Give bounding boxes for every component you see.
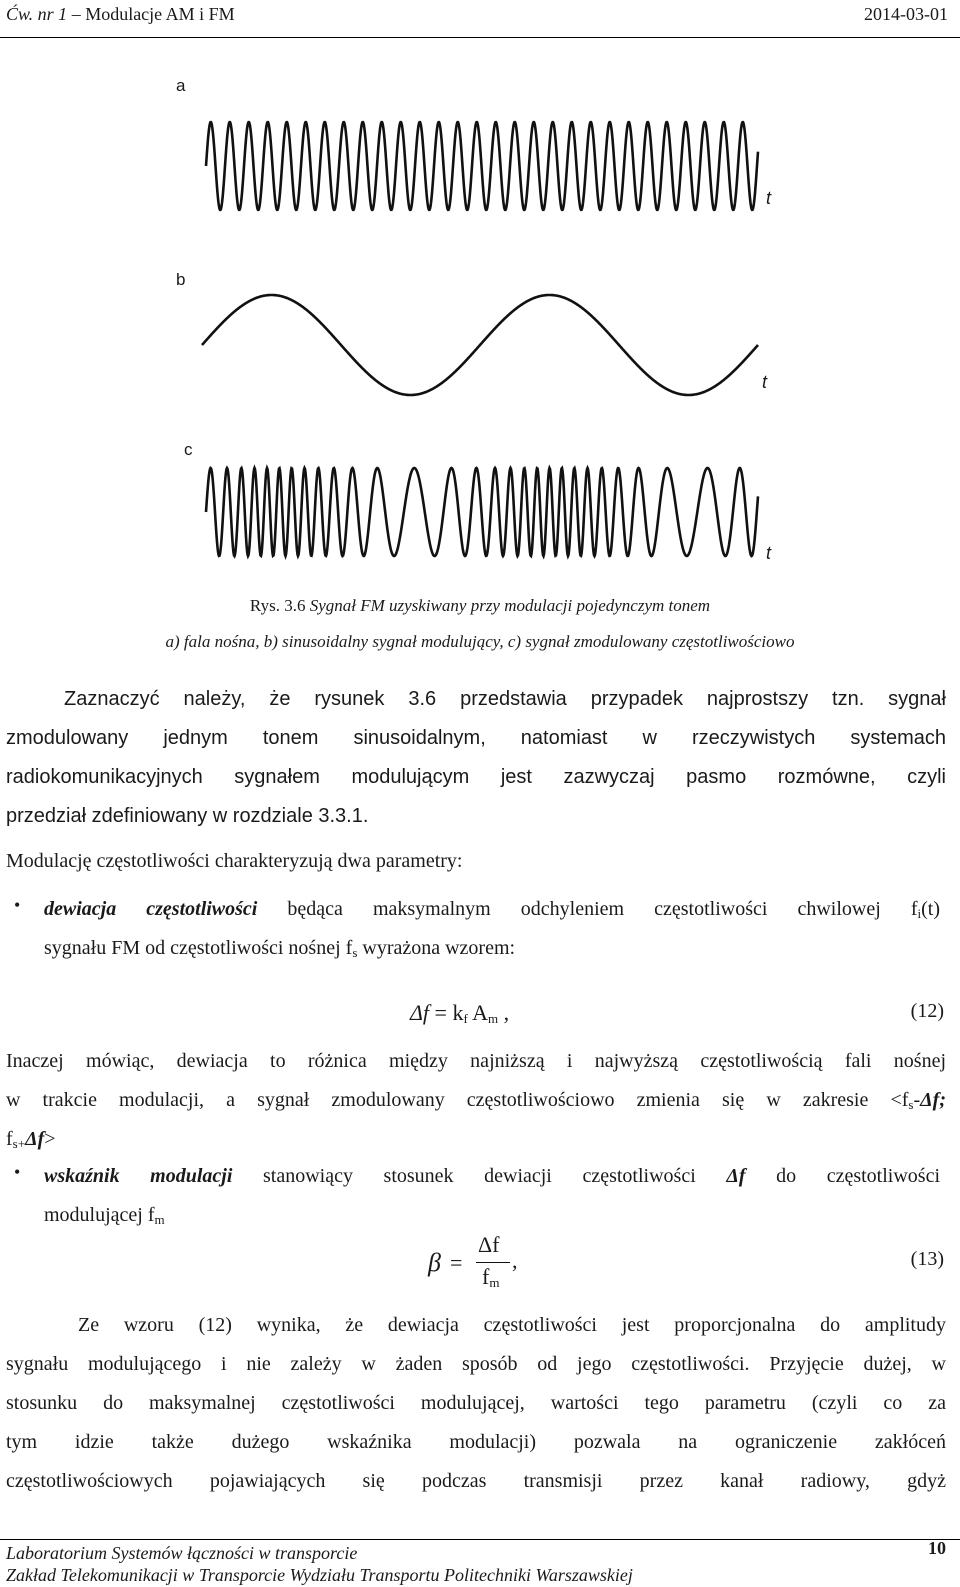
bullet-marker: • [14, 895, 21, 915]
paragraph-line: zmodulowany jednym tonem sinusoidalnym, natomiast w rzeczywistych systemach [6, 727, 946, 749]
eq-denominator [482, 1264, 499, 1291]
bullet-text: będąca maksymalnym odchyleniem częstotliwości chwilowej f [257, 898, 918, 920]
eq-punct: , [498, 1000, 510, 1025]
bullet-deviation [44, 890, 940, 970]
page-number: 10 [928, 1538, 946, 1558]
bullet-text: (t) [921, 898, 940, 920]
delta-f-symbol: Δf; [920, 1089, 946, 1111]
paragraph-line: częstotliwościowych pojawiających się podczas transmisji przez kanał radiowy, gdyż [6, 1470, 946, 1492]
subscript: m [489, 1275, 500, 1290]
figure-label-a: a [176, 76, 186, 95]
eq-operator: = [450, 1250, 463, 1275]
fm-signal-figure [0, 0, 960, 600]
eq-symbol: Δf [410, 1000, 430, 1025]
exercise-title: – Modulacje AM i FM [67, 4, 235, 24]
bullet-text: modulującej f [44, 1204, 155, 1226]
subscript: i [917, 906, 922, 921]
caption-title: Sygnał FM uzyskiwany przy modulacji pojedynczym tonem [309, 596, 711, 615]
equation-number-13: (13) [910, 1248, 944, 1270]
caption-description: a) fala nośna, b) sinusoidalny sygnał modulujący, c) sygnał zmodulowany częstotliwościowo [165, 632, 795, 651]
paragraph-line: sygnału modulującego i nie zależy w żaden sposób od jego częstotliwości. Przyjęcie dużej, w [6, 1353, 946, 1375]
bullet-text: stanowiący stosunek dewiacji częstotliwości [232, 1165, 727, 1187]
footer-lab-name: Laboratorium Systemów łączności w transporcie [6, 1543, 358, 1563]
paragraph-line: Ze wzoru (12) wynika, że dewiacja częstotliwości jest proporcjonalna do amplitudy [78, 1314, 946, 1336]
axis-label-t-b: t [762, 372, 768, 392]
figure-label-c: c [184, 440, 193, 459]
paragraph-text: f [6, 1128, 13, 1150]
bullet-line [44, 890, 940, 933]
footer-department: Zakład Telekomunikacji w Transporcie Wydziału Transportu Politechniki Warszawskiej [6, 1565, 633, 1585]
fraction-bar [476, 1262, 510, 1263]
subscript: s [352, 945, 358, 960]
bullet-line [44, 1157, 940, 1196]
paragraph-line: tym idzie także dużego wskaźnika modulacji) pozwala na ograniczenie zakłóceń [6, 1431, 946, 1453]
equation-number-12: (12) [910, 1000, 944, 1022]
axis-label-t-a: t [766, 188, 772, 208]
paragraph-line [6, 1081, 946, 1124]
paragraph-text: w trakcie modulacji, a sygnał zmodulowany częstotliwościowo zmienia się w zakresie <f [6, 1089, 909, 1111]
paragraph-line: stosunku do maksymalnej częstotliwości modulującej, wartości tego parametru (czyli co za [6, 1392, 946, 1414]
paragraph-line: radiokomunikacyjnych sygnałem modulującym jest zazwyczaj pasmo rozmówne, czyli [6, 766, 946, 788]
bullet-line [44, 929, 940, 972]
term-modulation-index: wskaźnik modulacji [44, 1165, 233, 1187]
bullet-modulation-index [44, 1157, 940, 1237]
paragraph-line: Inaczej mówiąc, dewiacja to różnica między najniższą i najwyższą częstotliwością fali nośnej [6, 1050, 946, 1072]
figure-caption-line2 [0, 632, 960, 652]
paragraph-conclusion [6, 1306, 946, 1506]
caption-number: Rys. 3.6 [249, 596, 310, 615]
bullet-marker: • [14, 1162, 21, 1182]
term-deviation: dewiacja częstotliwości [44, 898, 258, 920]
subscript: m [154, 1212, 165, 1227]
header-date: 2014-03-01 [864, 4, 948, 24]
paragraph-line: przedział zdefiniowany w rozdziale 3.3.1. [6, 805, 369, 827]
paragraph-deviation-explained [6, 1042, 946, 1162]
modulating-wave [202, 295, 758, 395]
axis-label-t-c: t [766, 543, 772, 563]
paragraph-text: - [913, 1089, 921, 1111]
bullet-text: wyrażona wzorem: [357, 937, 516, 959]
eq-symbol: β [428, 1248, 441, 1277]
bullet-text: sygnału FM od częstotliwości nośnej f [44, 937, 353, 959]
eq-operator: = [429, 1000, 453, 1025]
paragraph-line: Zaznaczyć należy, że rysunek 3.6 przedstawia przypadek najprostszy tzn. sygnał [64, 688, 946, 710]
eq-symbol: A [472, 1000, 488, 1025]
paragraph-text: > [44, 1128, 56, 1150]
figure-caption-line1 [0, 596, 960, 616]
bullet-text: do częstotliwości [745, 1165, 941, 1187]
eq-numerator: Δf [478, 1232, 500, 1257]
eq-punct: , [512, 1248, 518, 1273]
subscript: s [908, 1097, 914, 1112]
figure-label-b: b [176, 270, 186, 289]
equation-12 [410, 1000, 509, 1027]
subscript: f [463, 1011, 468, 1026]
eq-symbol: k [452, 1000, 464, 1025]
eq-symbol: f [482, 1264, 490, 1289]
carrier-wave [206, 122, 758, 210]
delta-f-symbol: Δf [25, 1128, 45, 1150]
paragraph-intro [6, 680, 946, 840]
exercise-number: Ćw. nr 1 [6, 4, 68, 24]
subscript: s+ [12, 1136, 26, 1151]
subscript: m [487, 1011, 499, 1026]
delta-f-symbol: Δf [726, 1165, 746, 1187]
footer-rule [0, 1539, 960, 1540]
paragraph-params-intro: Modulację częstotliwości charakteryzują dwa parametry: [6, 850, 463, 872]
equation-13 [428, 1232, 568, 1292]
fm-modulated-wave [206, 468, 758, 556]
